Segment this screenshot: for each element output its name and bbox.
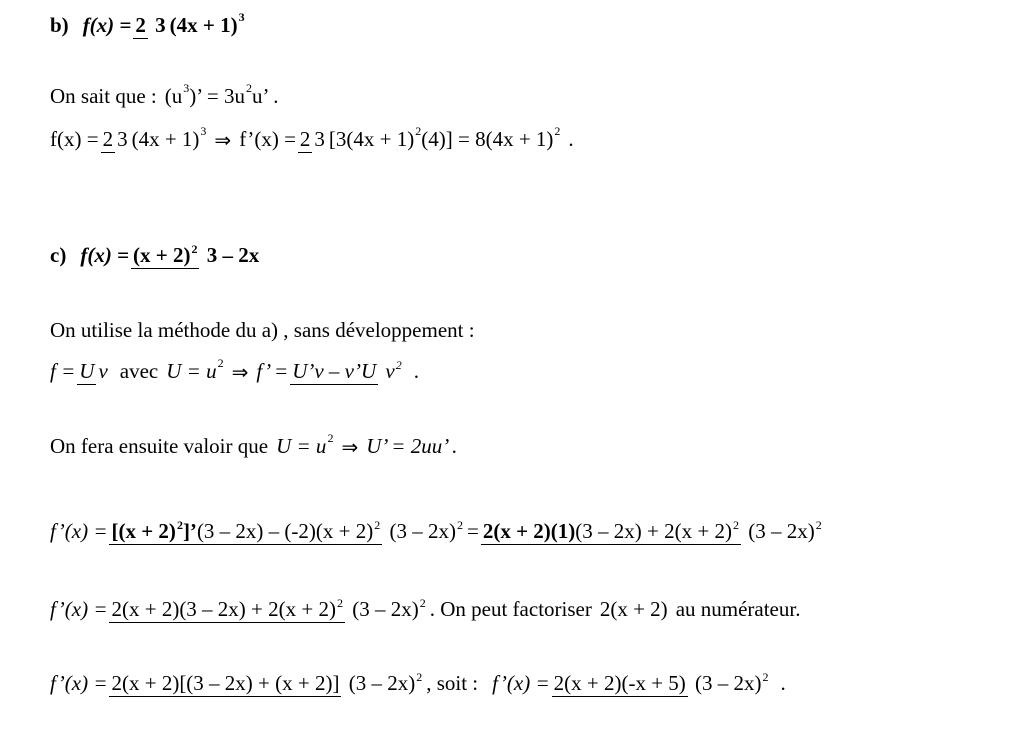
fraction: U v [77, 358, 110, 385]
fraction: 2 3 [101, 126, 130, 153]
fraction: 2 3 [298, 126, 327, 153]
implies-arrow: ⇒ [214, 127, 232, 152]
part-b-label: b) [50, 13, 69, 38]
implies-arrow: ⇒ [231, 359, 249, 384]
derivative-rule: On sait que : (u $^3$ )’ = 3u $^2$ u’ . [50, 80, 279, 108]
part-c-label: c) [50, 243, 67, 268]
note-text: On fera ensuite valoir que U = u $^2$ ⇒ U’ = 2uu’ . [50, 430, 458, 459]
fraction: $2(x + 2)(1)(3 - 2x) + 2(x + 2)^2$ (3 – 2x)$^2$ [481, 518, 824, 545]
part-b-calculation: f(x) = 2 3 (4x + 1) $^3$ ⇒ f’(x) = 2 3 [3(4x + 1) $^2$ (4)] = 8(4x + 1) $^2$ . [50, 123, 574, 152]
derivative-step-3: f’(x) = 2(x + 2)[(3 – 2x) + (x + 2)] (3 – 2x)$^2$ , soit : f’(x) = 2(x + 2)(-x + 5) (3 – 2x)$^2$ . [50, 670, 786, 697]
derivative-step-1: f’(x) = $[(x + 2)^2]’(3 - 2x) - (-2)(x + 2)^2$ (3 – 2x)$^2$ = $2(x + 2)(1)(3 - 2x) + 2(x + 2)^2$ (3 – 2x)$^2$ [50, 518, 826, 545]
fraction: $[(x + 2)^2]’(3 - 2x) - (-2)(x + 2)^2$ (3 – 2x)$^2$ [109, 518, 465, 545]
fraction: U’v – v’U $v^2$ [290, 358, 404, 385]
part-b-definition: b) f(x) = 2 3 (4x + 1) $^3$ [50, 12, 245, 39]
fraction: 2(x + 2)(-x + 5) (3 – 2x)$^2$ [552, 670, 771, 697]
part-c-definition: c) f(x) = $(x + 2)^2$ 3 – 2x [50, 242, 263, 269]
implies-arrow: ⇒ [341, 434, 359, 459]
fraction: 2 3 [133, 12, 167, 39]
fraction: $(x + 2)^2$ 3 – 2x [131, 242, 261, 269]
fraction: $2(x + 2)(3 - 2x) + 2(x + 2)^2$ (3 – 2x)$^2$ [109, 596, 427, 623]
derivative-step-2: f’(x) = $2(x + 2)(3 - 2x) + 2(x + 2)^2$ (3 – 2x)$^2$ . On peut factoriser 2(x + 2) au numérateur. [50, 596, 800, 623]
quotient-formula: f = U v avec U = u $^2$ ⇒ f’ = U’v – v’U $v^2$ . [50, 355, 419, 384]
fraction: 2(x + 2)[(3 – 2x) + (x + 2)] (3 – 2x)$^2$ [109, 670, 424, 697]
method-text: On utilise la méthode du a) , sans développement : [50, 318, 475, 342]
